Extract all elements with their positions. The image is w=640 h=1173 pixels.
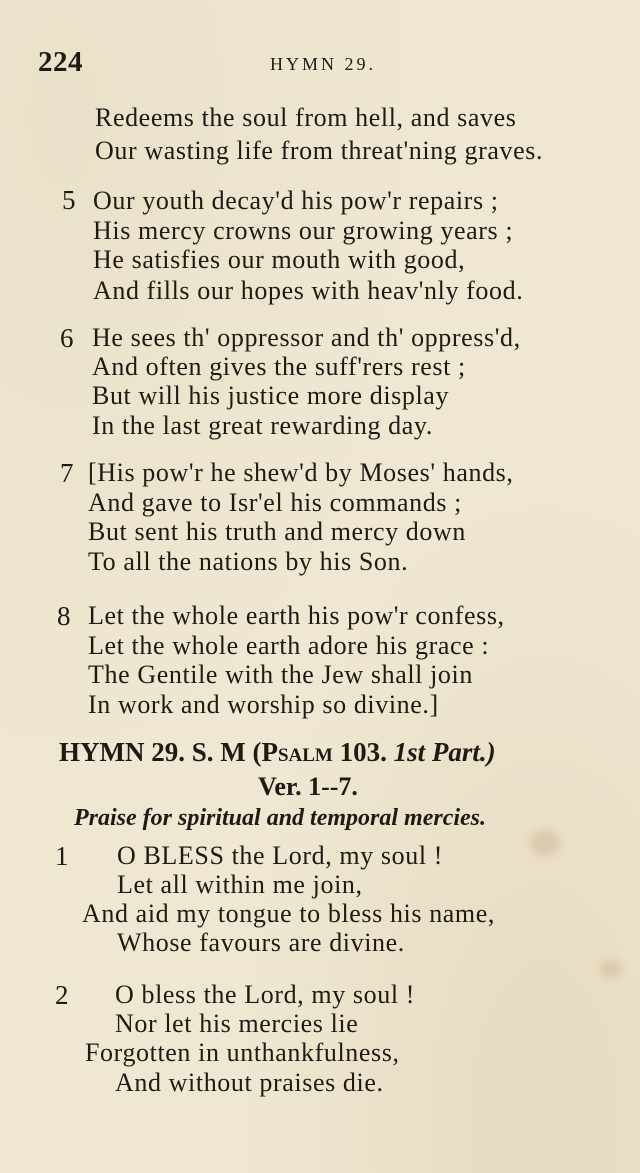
verse-line: In the last great rewarding day. bbox=[92, 411, 433, 440]
verse-line: And often gives the suff'rers rest ; bbox=[92, 352, 466, 381]
verse-reference: Ver. 1--7. bbox=[258, 772, 358, 801]
verse-line: To all the nations by his Son. bbox=[88, 547, 409, 576]
continuation-line: Redeems the soul from hell, and saves bbox=[95, 103, 517, 132]
stanza-number: 1 bbox=[55, 841, 69, 871]
running-title bbox=[270, 50, 376, 76]
verse-line: He sees th' oppressor and th' oppress'd, bbox=[92, 323, 521, 352]
verse-number: 6 bbox=[60, 323, 74, 353]
stanza-line: Let all within me join, bbox=[117, 870, 363, 899]
stanza-line: And without praises die. bbox=[115, 1068, 384, 1097]
verse-number: 5 bbox=[62, 185, 76, 215]
verse-line: But sent his truth and mercy down bbox=[88, 517, 466, 546]
verse-line: He satisfies our mouth with good, bbox=[93, 245, 466, 274]
verse-line: And fills our hopes with heav'nly food. bbox=[93, 276, 524, 305]
continuation-line: Our wasting life from threat'ning graves. bbox=[95, 136, 544, 165]
hymn-subtitle: Praise for spiritual and temporal mercies. bbox=[74, 805, 487, 831]
stanza-line: Forgotten in unthankfulness, bbox=[85, 1038, 400, 1067]
verse-line: The Gentile with the Jew shall join bbox=[88, 660, 473, 689]
verse-number: 8 bbox=[57, 601, 71, 631]
verse-line: And gave to Isr'el his commands ; bbox=[88, 488, 462, 517]
verse-line: But will his justice more display bbox=[92, 381, 450, 410]
verse-line: Our youth decay'd his pow'r repairs ; bbox=[93, 186, 499, 215]
hymn-title-part: 1st Part.) bbox=[393, 737, 496, 767]
verse-line: [His pow'r he shew'd by Moses' hands, bbox=[88, 458, 514, 487]
stanza-line: Whose favours are divine. bbox=[117, 928, 405, 957]
hymn-title-main: HYMN 29. S. M bbox=[59, 737, 246, 767]
stanza-line: Nor let his mercies lie bbox=[115, 1009, 359, 1038]
stanza-line: O BLESS the Lord, my soul ! bbox=[117, 841, 444, 870]
verse-line: In work and worship so divine.] bbox=[88, 690, 439, 719]
paper-stain bbox=[600, 960, 622, 978]
hymn-title-psalm: (Psalm 103. bbox=[252, 737, 387, 767]
stanza-line: And aid my tongue to bless his name, bbox=[82, 899, 495, 928]
page-number: 224 bbox=[38, 46, 83, 78]
hymn-title bbox=[59, 737, 496, 768]
verse-line: His mercy crowns our growing years ; bbox=[93, 216, 514, 245]
verse-line: Let the whole earth adore his grace : bbox=[88, 631, 490, 660]
stanza-number: 2 bbox=[55, 980, 69, 1010]
running-title-text: HYMN 29. bbox=[270, 54, 377, 74]
paper-stain bbox=[530, 830, 560, 856]
verse-line: Let the whole earth his pow'r confess, bbox=[88, 601, 505, 630]
stanza-line: O bless the Lord, my soul ! bbox=[115, 980, 416, 1009]
verse-number: 7 bbox=[60, 458, 74, 488]
